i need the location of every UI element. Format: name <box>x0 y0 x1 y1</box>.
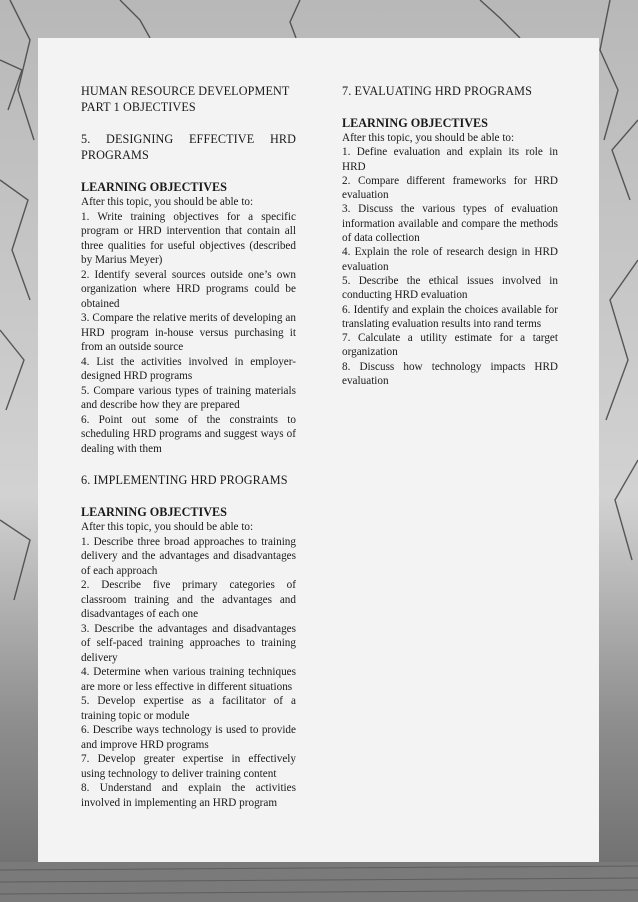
list-item: 6. Point out some of the constraints to scheduling HRD programs and suggest ways of dealing with them <box>81 413 296 455</box>
section-7-intro: After this topic, you should be able to: <box>342 132 515 144</box>
list-item: 3. Compare the relative merits of developing an HRD program in-house versus purchasing it from an outside source <box>81 312 296 353</box>
right-column <box>342 83 558 388</box>
list-item: 1. Describe three broad approaches to training delivery and the advantages and disadvantages of each approach <box>81 535 296 577</box>
list-item: 5. Describe the ethical issues involved in conducting HRD evaluation <box>342 274 558 302</box>
section-5-subheading: LEARNING OBJECTIVES <box>81 180 227 194</box>
list-item: 8. Understand and explain the activities involved in implementing an HRD program <box>81 782 296 809</box>
list-item: 5. Compare various types of training materials and describe how they are prepared <box>81 384 296 411</box>
section-6-subheading: LEARNING OBJECTIVES <box>81 505 227 519</box>
list-item: 2. Identify several sources outside one’s own organization where HRD programs could be obtained <box>81 268 296 310</box>
list-item: 4. Determine when various training techniques are more or less effective in different situations <box>81 666 296 693</box>
list-item: 4. Explain the role of research design in HRD evaluation <box>342 246 558 273</box>
list-item: 3. Describe the advantages and disadvantages of self-paced training approaches to training delivery <box>81 622 296 664</box>
page-sheet <box>38 38 599 862</box>
section-5-title: 5. DESIGNING EFFECTIVE HRD PROGRAMS <box>81 132 296 162</box>
list-item: 7. Calculate a utility estimate for a target organization <box>342 332 558 359</box>
list-item: 6. Identify and explain the choices available for translating evaluation results into rand terms <box>342 303 558 330</box>
list-item: 3. Discuss the various types of evaluation information available and compare the methods of data collection <box>342 203 558 245</box>
list-item: 2. Compare different frameworks for HRD evaluation <box>342 174 558 202</box>
section-7-subheading: LEARNING OBJECTIVES <box>342 116 488 130</box>
list-item: 2. Describe five primary categories of classroom training and the advantages and disadvantages of each one <box>81 579 296 620</box>
list-item: 7. Develop greater expertise in effectively using technology to deliver training content <box>81 753 296 780</box>
section-7-title: 7. EVALUATING HRD PROGRAMS <box>342 84 532 98</box>
document-title: HUMAN RESOURCE DEVELOPMENT PART 1 OBJECTIVES <box>81 84 290 114</box>
list-item: 8. Discuss how technology impacts HRD evaluation <box>342 360 558 388</box>
section-6-intro: After this topic, you should be able to: <box>81 521 254 533</box>
left-column <box>81 83 296 810</box>
list-item: 6. Describe ways technology is used to provide and improve HRD programs <box>81 724 296 751</box>
section-6-title: 6. IMPLEMENTING HRD PROGRAMS <box>81 473 288 487</box>
list-item: 1. Write training objectives for a specific program or HRD intervention that contain all three qualities for useful objectives (described by Marius Meyer) <box>81 210 296 266</box>
list-item: 1. Define evaluation and explain its role in HRD <box>342 146 558 173</box>
list-item: 4. List the activities involved in employer-designed HRD programs <box>81 355 296 382</box>
list-item: 5. Develop expertise as a facilitator of a training topic or module <box>81 695 296 722</box>
section-5-intro: After this topic, you should be able to: <box>81 196 254 208</box>
